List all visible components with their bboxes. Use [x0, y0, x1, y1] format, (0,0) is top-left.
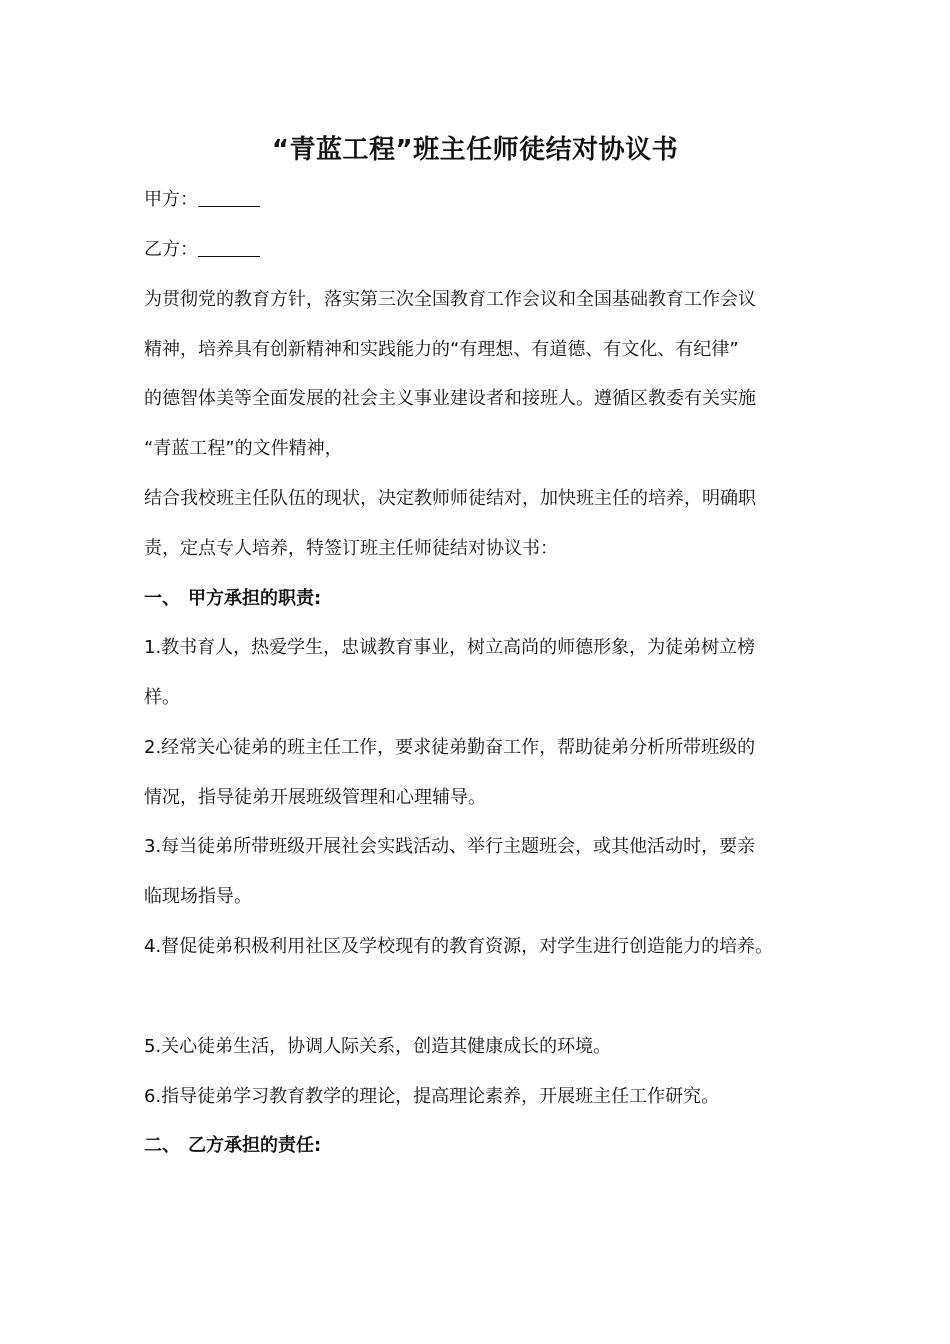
- section-label: 甲方承担的职责:: [188, 588, 322, 609]
- list-item: 6.指导徒弟学习教育教学的理论，提高理论素养，开展班主任工作研究。: [144, 1086, 720, 1107]
- body-line: 责，定点专人培养，特签订班主任师徒结对协议书：: [144, 538, 558, 559]
- document-title: “青蓝工程”班主任师徒结对协议书: [271, 135, 679, 165]
- list-item: 2.经常关心徒弟的班主任工作，要求徒弟勤奋工作，帮助徒弟分析所带班级的: [144, 737, 756, 758]
- list-item: 5.关心徒弟生活，协调人际关系，创造其健康成长的环境。: [144, 1036, 612, 1057]
- list-item: 3.每当徒弟所带班级开展社会实践活动、举行主题班会，或其他活动时，要亲: [144, 836, 756, 857]
- body-line: 为贯彻党的教育方针，落实第三次全国教育工作会议和全国基础教育工作会议: [144, 289, 756, 310]
- section-label: 乙方承担的责任:: [188, 1135, 322, 1156]
- list-item: 1.教书育人，热爱学生，忠诚教育事业，树立高尚的师德形象，为徒弟树立榜: [144, 637, 756, 658]
- body-line: “青蓝工程”的文件精神，: [144, 438, 343, 459]
- party-a-line: [144, 185, 824, 215]
- party-b-line: [144, 235, 824, 265]
- list-item: 样。: [144, 687, 180, 708]
- list-item: 情况，指导徒弟开展班级管理和心理辅导。: [144, 787, 486, 808]
- body-line: 结合我校班主任队伍的现状，决定教师师徒结对，加快班主任的培养，明确职: [144, 488, 756, 509]
- section-number: 一、: [144, 588, 180, 609]
- party-a-blank[interactable]: [198, 186, 260, 207]
- list-item: 临现场指导。: [144, 886, 252, 907]
- party-a-label: 甲方：: [144, 189, 198, 210]
- section-number: 二、: [144, 1135, 180, 1156]
- body-line: 的德智体美等全面发展的社会主义事业建设者和接班人。遵循区教委有关实施: [144, 388, 756, 409]
- section-heading-a: [144, 584, 824, 614]
- party-b-label: 乙方：: [144, 239, 198, 260]
- body-line: 精神，培养具有创新精神和实践能力的“有理想、有道德、有文化、有纪律”: [144, 339, 739, 360]
- list-item: 4.督促徒弟积极利用社区及学校现有的教育资源，对学生进行创造能力的培养。: [144, 936, 774, 957]
- section-heading-b: [144, 1131, 824, 1161]
- party-b-blank[interactable]: [198, 236, 260, 257]
